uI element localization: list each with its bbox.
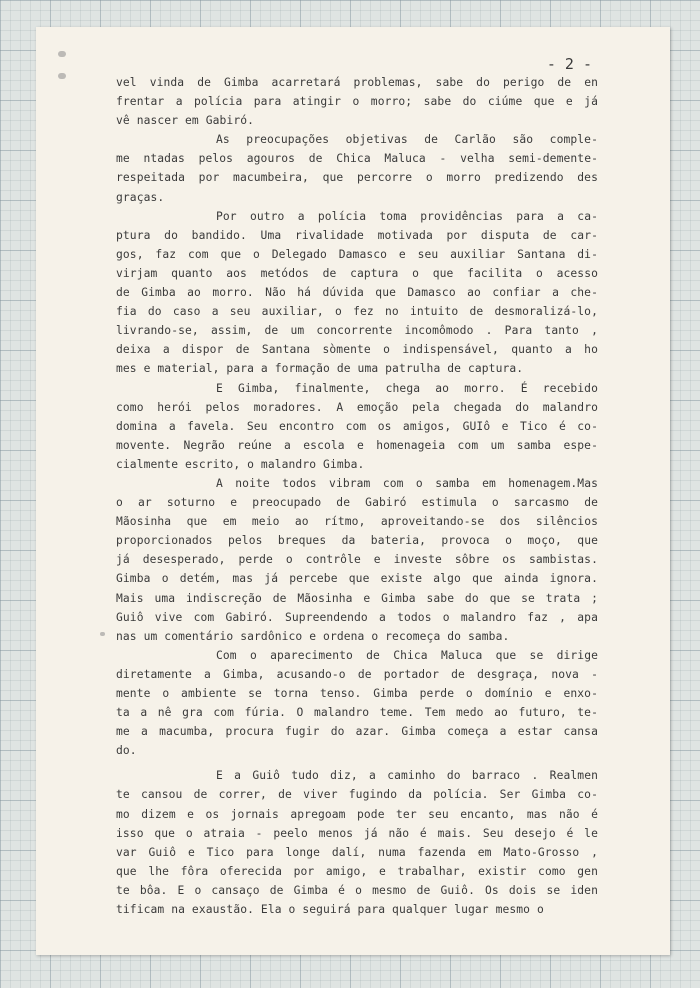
- text-line: graças.: [116, 190, 165, 204]
- paragraph: [116, 379, 598, 474]
- paragraph: [116, 73, 598, 130]
- text-line: proporcionados pelos breques da bateria, provoca o moço, que: [116, 534, 598, 548]
- text-line: te cansou de correr, de viver fugindo da polícia. Ser Gimba co-: [116, 788, 598, 802]
- punch-hole-mark: [58, 51, 66, 57]
- text-line: o ar soturno e preocupado de Gabiró estimula o sarcasmo de: [116, 496, 598, 510]
- text-line: que lhe fôra oferecida por amigo, e trabalhar, existir como gen: [116, 864, 598, 878]
- punch-hole-mark: [100, 632, 105, 636]
- page-number: - 2 -: [546, 55, 592, 73]
- text-line: Gimba o detém, mas já percebe que existe algo que ainda ignora.: [116, 572, 598, 586]
- text-line: já desesperado, perde o contrôle e investe sôbre os sambistas.: [116, 553, 598, 567]
- text-line: te bôa. E o cansaço de Gimba é o mesmo de Guiô. Os dois se iden: [116, 883, 598, 897]
- text-line: diretamente a Gimba, acusando-o de portador de desgraça, nova -: [116, 667, 598, 681]
- text-line: frentar a polícia para atingir o morro; sabe do ciúme que e já: [116, 95, 598, 109]
- text-line: como herói pelos moradores. A emoção pela chegada do malandro: [116, 400, 598, 414]
- text-line: livrando-se, assim, de um concorrente incomômodo . Para tanto ,: [116, 324, 598, 338]
- text-line: isso que o atraia - peelo menos já não é mais. Seu desejo é le: [116, 826, 598, 840]
- text-line: mo dizem e os jornais apregoam pode ter seu encanto, mas não é: [116, 807, 598, 821]
- text-line: tificam na exaustão. Ela o seguirá para qualquer lugar mesmo o: [116, 903, 544, 917]
- text-line: fia do caso a seu auxiliar, o fez no intuito de desmoralizá-lo,: [116, 305, 598, 319]
- text-line: Com o aparecimento de Chica Maluca que se dirige: [216, 648, 598, 662]
- text-line: mes e material, para a formação de uma patrulha de captura.: [116, 362, 524, 376]
- text-line: var Guiô e Tico para longe dalí, numa fazenda em Mato-Grosso ,: [116, 845, 598, 859]
- text-line: domina a favela. Seu encontro com os amigos, GUIô e Tico é co-: [116, 419, 598, 433]
- text-line: Guiô vive com Gabiró. Supreendendo a todos o malandro faz , apa: [116, 610, 598, 624]
- text-line: respeitada por macumbeira, que percorre o morro predizendo des: [116, 171, 598, 185]
- text-line: ta a nê gra com fúria. O malandro teme. Tem medo ao futuro, te-: [116, 706, 598, 720]
- text-line: vê nascer em Gabiró.: [116, 114, 255, 128]
- text-line: de Gimba ao morro. Não há dúvida que Damasco ao confiar a che-: [116, 286, 598, 300]
- text-line: movente. Negrão reúne a escola e homenageia com um samba espe-: [116, 438, 598, 452]
- text-line: Por outro a polícia toma providências para a ca-: [216, 209, 598, 223]
- text-line: As preocupações objetivas de Carlão são comple-: [216, 133, 598, 147]
- text-line: virjam quanto aos metódos de captura o que facilita o acesso: [116, 266, 598, 280]
- text-line: gos, faz com que o Delegado Damasco e seu auxiliar Santana di-: [116, 247, 598, 261]
- text-line: A noite todos vibram com o samba em homenagem.Mas: [216, 476, 598, 490]
- text-line: E Gimba, finalmente, chega ao morro. É recebido: [216, 381, 598, 395]
- text-line: Mãosinha que em meio ao rítmo, aproveitando-se dos silêncios: [116, 515, 598, 529]
- typewritten-body: [116, 73, 598, 919]
- document-page: [36, 27, 670, 955]
- text-line: vel vinda de Gimba acarretará problemas, sabe do perigo de en: [116, 76, 598, 89]
- paragraph: [116, 207, 598, 379]
- text-line: nas um comentário sardônico e ordena o recomeça do samba.: [116, 629, 510, 643]
- text-line: cialmente escrito, o malandro Gimba.: [116, 457, 365, 471]
- paragraph: [116, 474, 598, 646]
- text-line: me ntadas pelos agouros de Chica Maluca - velha semi-demente-: [116, 152, 598, 166]
- paragraph: [116, 130, 598, 206]
- text-line: deixa a dispor de Santana sòmente o indispensável, quanto a ho: [116, 343, 598, 357]
- punch-hole-mark: [58, 73, 66, 79]
- text-line: do.: [116, 744, 137, 758]
- text-line: Mais uma indiscreção de Mãosinha e Gimba sabe do que se trata ;: [116, 591, 598, 605]
- paragraph: [116, 646, 598, 761]
- paragraph: [116, 766, 598, 919]
- text-line: me a macumba, procura fugir do azar. Gimba começa a estar cansa: [116, 725, 598, 739]
- text-line: E a Guiô tudo diz, a caminho do barraco . Realmen: [216, 769, 598, 783]
- text-line: mente o ambiente se torna tenso. Gimba perde o domínio e enxo-: [116, 687, 598, 700]
- text-line: ptura do bandido. Uma rivalidade motivada por disputa de car-: [116, 228, 598, 242]
